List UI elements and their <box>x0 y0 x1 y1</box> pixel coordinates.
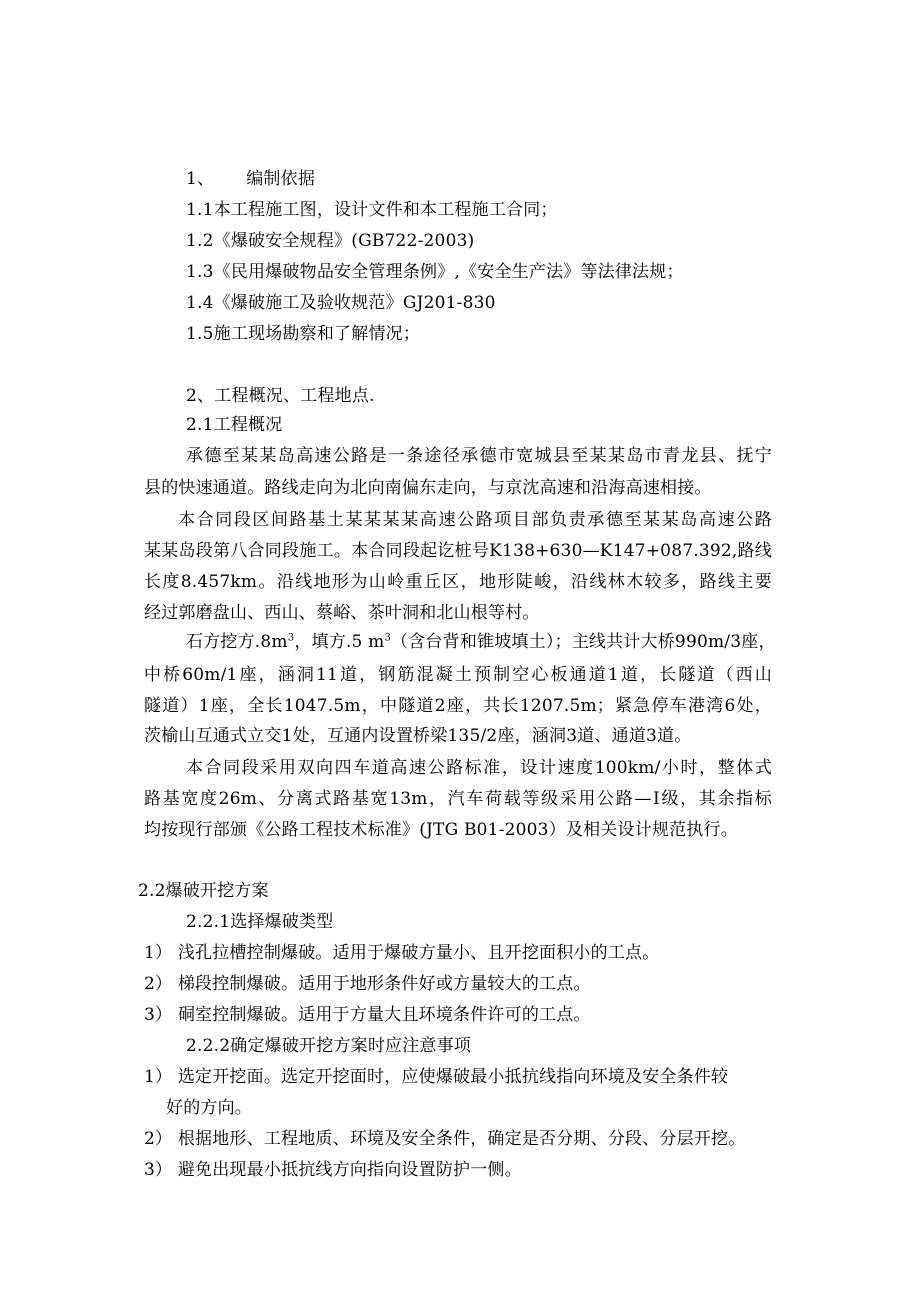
paragraph-line: 中桥60m/1座，涵洞11道，钢筋混凝土预制空心板通道1道，长隧道（西山 <box>144 665 772 685</box>
list-item: 2） 梯段控制爆破。适用于地形条件好或方量较大的工点。 <box>144 974 591 994</box>
text-run: 石方挖方.8m <box>186 632 288 652</box>
paragraph-line: 某某岛段第八合同段施工。本合同段起讫桩号K138+630—K147+087.392,路线 <box>144 541 772 561</box>
text-run: ，填方.5 m <box>294 632 385 652</box>
superscript: 3 <box>287 632 295 644</box>
list-item: 3） 硐室控制爆破。适用于方量大且环境条件许可的工点。 <box>144 1005 591 1025</box>
section-2-heading: 2、工程概况、工程地点. <box>186 386 375 406</box>
paragraph-line: 县的快速通道。路线走向为北向南偏东走向，与京沈高速和沿海高速相接。 <box>144 478 712 498</box>
basis-item: 1.5施工现场勘察和了解情况； <box>186 324 421 344</box>
basis-item: 1.4《爆破施工及验收规范》GJ201-830 <box>186 293 496 313</box>
paragraph-line <box>186 631 776 653</box>
basis-item: 1.3《民用爆破物品安全管理条例》,《安全生产法》等法律法规； <box>186 262 684 282</box>
paragraph-line: 承德至某某岛高速公路是一条途径承德市宽城县至某某岛市青龙县、抚宁 <box>186 446 772 466</box>
superscript: 3 <box>384 632 392 644</box>
paragraph-line: 本合同段区间路基土某某某某高速公路项目部负责承德至某某岛高速公路 <box>178 510 772 530</box>
basis-item: 1.2《爆破安全规程》(GB722-2003) <box>186 231 475 251</box>
text-run: （含台背和锥坡填土）；主线共计大桥990m/3座， <box>391 632 776 652</box>
list-item: 2） 根据地形、工程地质、环境及安全条件，确定是否分期、分段、分层开挖。 <box>144 1129 746 1149</box>
paragraph-line: 路基宽度26m、分离式路基宽13m，汽车荷载等级采用公路—Ⅰ级，其余指标 <box>144 789 772 809</box>
section-1-heading <box>186 168 315 190</box>
section-2-2-heading: 2.2爆破开挖方案 <box>138 881 269 901</box>
list-item-continuation: 好的方向。 <box>166 1098 252 1118</box>
paragraph-line: 隧道）1座，全长1047.5m，中隧道2座，共长1207.5m；紧急停车港湾6处， <box>144 696 772 716</box>
paragraph-line: 本合同段采用双向四车道高速公路标准，设计速度100km/小时，整体式 <box>186 758 772 778</box>
paragraph-line: 茨榆山互通式立交1处，互通内设置桥梁135/2座，涵洞3道、通道3道。 <box>144 726 692 746</box>
paragraph-line: 均按现行部颁《公路工程技术标准》(JTG B01-2003）及相关设计规范执行。 <box>144 820 738 840</box>
paragraph-line: 经过郭磨盘山、西山、蔡峪、茶叶洞和北山根等村。 <box>144 603 540 623</box>
list-item: 1） 浅孔拉槽控制爆破。适用于爆破方量小、且开挖面积小的工点。 <box>144 943 660 963</box>
paragraph-line: 长度8.457km。沿线地形为山岭重丘区，地形陡峻，沿线林木较多，路线主要 <box>144 572 772 592</box>
list-item: 1） 选定开挖面。选定开挖面时，应使爆破最小抵抗线指向环境及安全条件较 <box>144 1067 729 1087</box>
section-2-2-1-heading: 2.2.1选择爆破类型 <box>186 912 334 932</box>
section-2-2-2-heading: 2.2.2确定爆破开挖方案时应注意事项 <box>186 1036 472 1056</box>
section-2-1-heading: 2.1工程概况 <box>186 415 283 435</box>
section-1-number: 1、 <box>186 169 215 189</box>
list-item: 3） 避免出现最小抵抗线方向指向设置防护一侧。 <box>144 1160 522 1180</box>
basis-item: 1.1本工程施工图，设计文件和本工程施工合同； <box>186 200 558 220</box>
section-1-title: 编制依据 <box>246 169 316 189</box>
